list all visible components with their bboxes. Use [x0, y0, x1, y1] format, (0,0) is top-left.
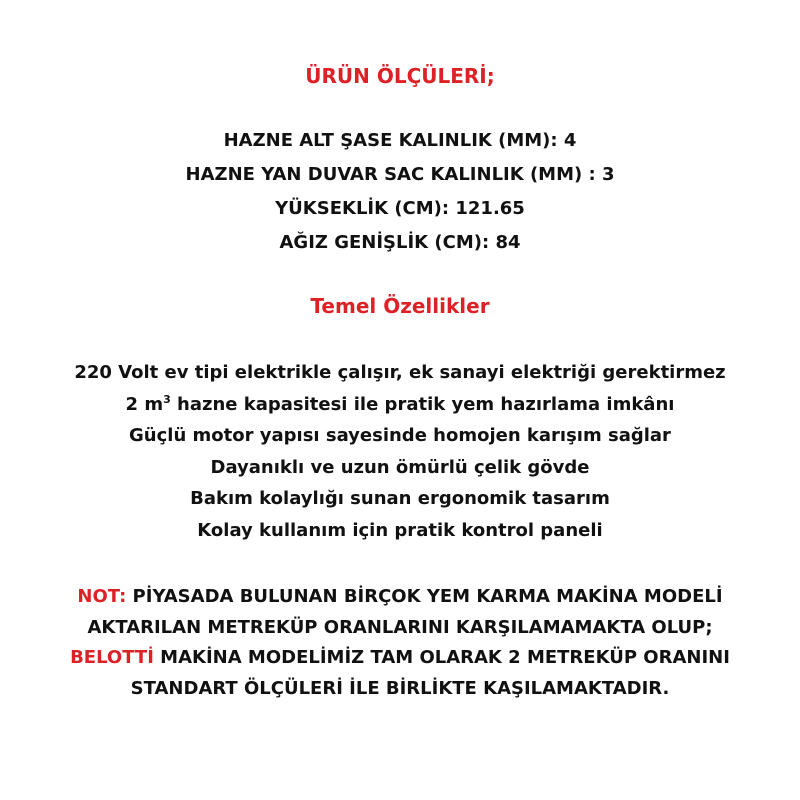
- note-block: [0, 582, 800, 704]
- note-line: [0, 643, 800, 674]
- feature-item: Dayanıklı ve uzun ömürlü çelik gövde: [210, 456, 590, 478]
- feature-item-capacity: [0, 389, 800, 421]
- note-line: AKTARILAN METREKÜP ORANLARINI KARŞILAMAMAKTA OLUP;: [87, 616, 713, 638]
- features-heading: Temel Özellikler: [310, 294, 490, 318]
- dimensions-list: [0, 124, 800, 260]
- feature-item: 220 Volt ev tipi elektrikle çalışır, ek sanayi elektriği gerektirmez: [74, 362, 726, 383]
- note-line: [0, 582, 800, 613]
- brand-name: BELOTTİ: [70, 647, 154, 668]
- capacity-suffix: hazne kapasitesi ile pratik yem hazırlama imkânı: [170, 393, 675, 415]
- features-list: [0, 357, 800, 547]
- dimension-item: HAZNE ALT ŞASE KALINLIK (MM): 4: [223, 130, 577, 151]
- feature-item: Bakım kolaylığı sunan ergonomik tasarım: [190, 488, 610, 510]
- note-line: STANDART ÖLÇÜLERİ İLE BİRLİKTE KAŞILAMAKTADIR.: [130, 677, 670, 699]
- dimension-item: HAZNE YAN DUVAR SAC KALINLIK (MM) : 3: [185, 164, 615, 185]
- feature-item: Güçlü motor yapısı sayesinde homojen karışım sağlar: [129, 425, 671, 447]
- feature-item: Kolay kullanım için pratik kontrol paneli: [197, 519, 603, 541]
- capacity-superscript: 3: [163, 392, 171, 406]
- capacity-prefix: 2 m: [125, 393, 164, 415]
- dimensions-heading: ÜRÜN ÖLÇÜLERİ;: [305, 64, 495, 88]
- note-label: NOT:: [77, 586, 127, 607]
- dimension-item: YÜKSEKLİK (CM): 121.65: [275, 198, 525, 219]
- note-text: MAKİNA MODELİMİZ TAM OLARAK 2 METREKÜP ORANINI: [153, 647, 730, 668]
- dimension-item: AĞIZ GENİŞLİK (CM): 84: [279, 232, 521, 253]
- note-text: PİYASADA BULUNAN BİRÇOK YEM KARMA MAKİNA MODELİ: [126, 586, 723, 607]
